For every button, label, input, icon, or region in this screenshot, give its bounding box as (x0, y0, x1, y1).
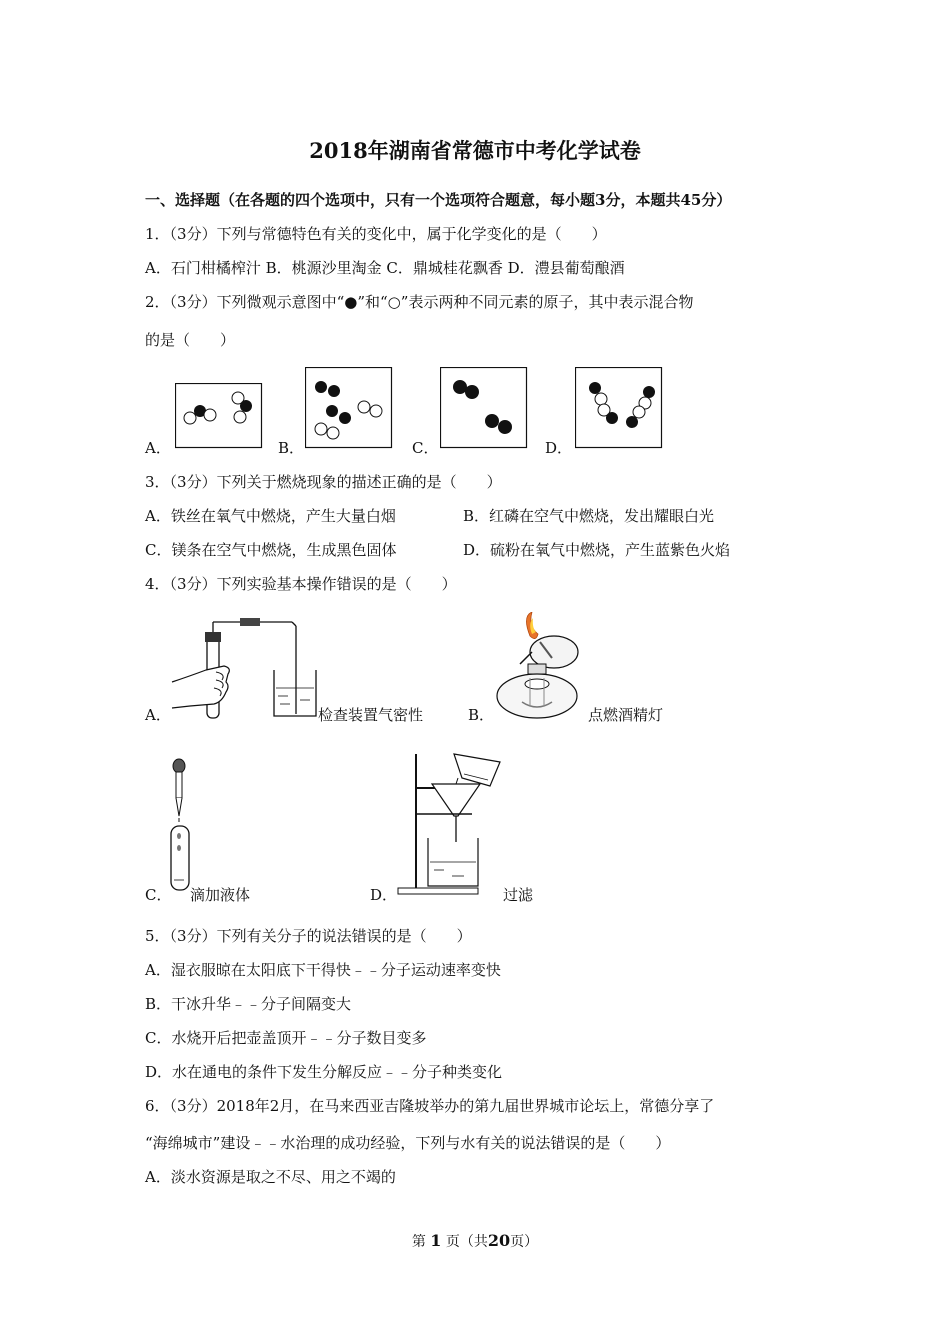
q5-option-a: A．湿衣服晾在太阳底下干得快﹣﹣分子运动速率变快 (145, 961, 501, 979)
q2-stem-line1: 2．（3分）下列微观示意图中“●”和“○”表示两种不同元素的原子，其中表示混合物 (145, 293, 694, 311)
q3-stem: 3．（3分）下列关于燃烧现象的描述正确的是（ ） (145, 473, 502, 491)
section-heading: 一、选择题（在各题的四个选项中，只有一个选项符合题意，每小题3分，本题共45分） (145, 191, 732, 209)
q5-option-d: D．水在通电的条件下发生分解反应﹣﹣分子种类变化 (145, 1063, 503, 1081)
q2-label-b: B． (278, 439, 305, 457)
q4-text-a: 检查装置气密性 (318, 706, 424, 724)
q4-figure-filtration (392, 752, 504, 898)
footer-page-number: 1 (430, 1231, 442, 1250)
exam-title: 2018年湖南省常德市中考化学试卷 (309, 138, 641, 163)
page-footer (0, 1231, 950, 1251)
q4-figure-dropper (165, 758, 195, 898)
q6-stem-line2: “海绵城市”建设﹣﹣水治理的成功经验，下列与水有关的说法错误的是（ ） (145, 1134, 671, 1152)
q1-options: A．石门柑橘榨汁 B．桃源沙里淘金 C．鼎城桂花飘香 D．澧县葡萄酿酒 (145, 259, 625, 277)
q2-stem-line2: 的是（ ） (145, 331, 236, 349)
q2-label-d: D． (545, 439, 573, 457)
q4-text-d: 过滤 (503, 886, 534, 904)
q1-stem: 1．（3分）下列与常德特色有关的变化中，属于化学变化的是（ ） (145, 225, 607, 243)
q3-option-d: D．硫粉在氧气中燃烧，产生蓝紫色火焰 (463, 541, 731, 559)
q4-label-d: D． (370, 886, 398, 904)
q4-figure-alcohol-lamp (492, 612, 592, 722)
q4-stem: 4．（3分）下列实验基本操作错误的是（ ） (145, 575, 457, 593)
q2-figure-a (175, 383, 263, 449)
q4-figure-airtight-check (170, 612, 320, 722)
footer-suffix: 页） (510, 1234, 539, 1250)
footer-total-pages: 20 (487, 1231, 511, 1250)
q6-stem-line1: 6．（3分）2018年2月，在马来西亚吉隆坡举办的第九届世界城市论坛上，常德分享了 (145, 1097, 715, 1115)
q4-label-c: C． (145, 886, 172, 904)
q4-label-a: A． (145, 706, 171, 724)
footer-prefix: 第 (411, 1234, 426, 1250)
q4-text-c: 滴加液体 (190, 886, 251, 904)
q2-figure-b (305, 367, 393, 449)
q2-label-c: C． (412, 439, 439, 457)
q4-text-b: 点燃酒精灯 (588, 706, 664, 724)
footer-mid: 页（共 (445, 1234, 488, 1250)
q3-option-a: A．铁丝在氧气中燃烧，产生大量白烟 (145, 507, 396, 525)
q3-option-b: B．红磷在空气中燃烧，发出耀眼白光 (463, 507, 715, 525)
q2-figure-c (440, 367, 528, 449)
q3-option-c: C．镁条在空气中燃烧，生成黑色固体 (145, 541, 397, 559)
q2-figure-d (575, 367, 663, 449)
q2-label-a: A． (145, 439, 171, 457)
q6-option-a: A．淡水资源是取之不尽、用之不竭的 (145, 1168, 396, 1186)
q5-option-b: B．干冰升华﹣﹣分子间隔变大 (145, 995, 352, 1013)
q4-label-b: B． (468, 706, 495, 724)
q5-stem: 5．（3分）下列有关分子的说法错误的是（ ） (145, 927, 472, 945)
q5-option-c: C．水烧开后把壶盖顶开﹣﹣分子数目变多 (145, 1029, 427, 1047)
